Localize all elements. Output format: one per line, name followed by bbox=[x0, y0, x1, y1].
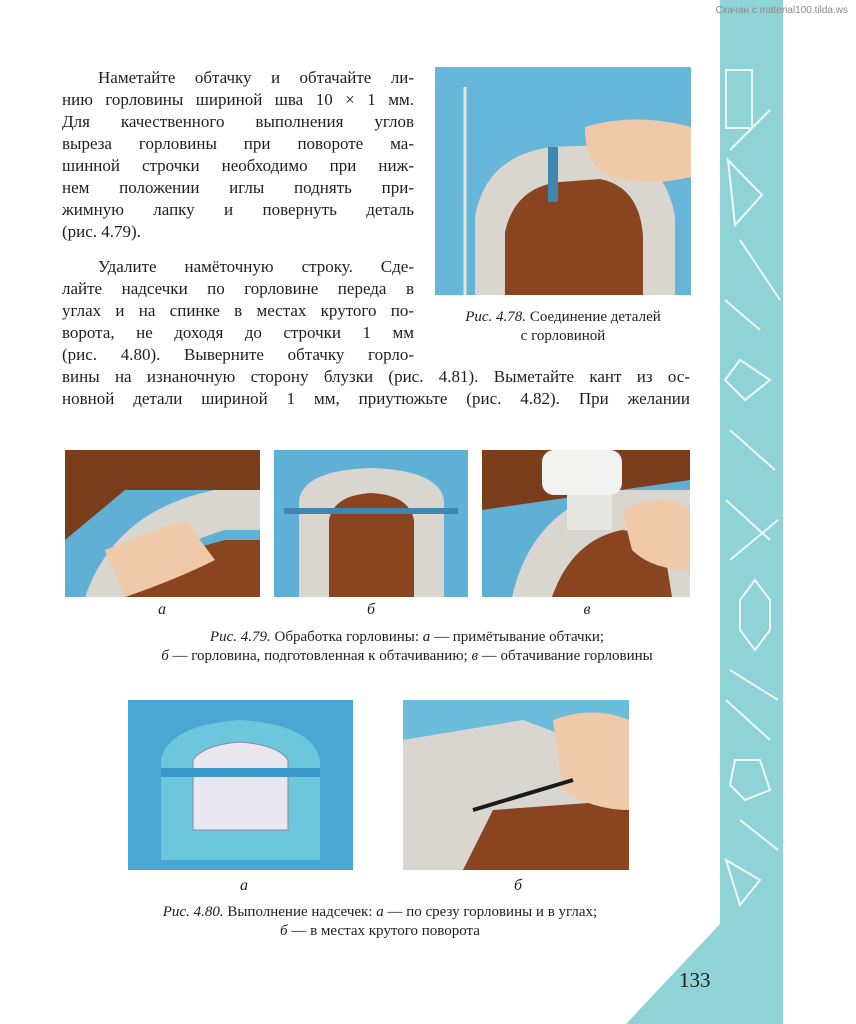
paragraph-2 bbox=[62, 256, 414, 366]
figure-4-80a-label: а bbox=[240, 877, 248, 894]
text-line: новной детали шириной 1 мм, приутюжьте (рис. 4.82). При желании bbox=[62, 389, 690, 408]
figure-4-79v-label: в bbox=[583, 601, 591, 618]
caption-text: — горловина, подготовленная к обтачиванию; bbox=[172, 648, 468, 664]
figure-number: Рис. 4.79. bbox=[209, 629, 271, 645]
caption-text: — по срезу горловины и в углах; bbox=[387, 904, 598, 920]
figure-number: Рис. 4.78. bbox=[465, 309, 527, 325]
figure-4-78-photo bbox=[435, 67, 691, 295]
figure-4-79a-label: а bbox=[158, 601, 166, 618]
figure-4-79b-label: б bbox=[366, 601, 376, 618]
text-line: Удалите намёточную строку. Сде- bbox=[98, 257, 414, 276]
caption-marker: а bbox=[422, 629, 431, 645]
figure-number: Рис. 4.80. bbox=[162, 904, 224, 920]
caption-text: с горловиной bbox=[520, 328, 606, 344]
figure-4-79a-photo bbox=[65, 450, 260, 597]
figure-4-79b-photo bbox=[274, 450, 468, 597]
figure-4-80a-photo bbox=[128, 700, 353, 870]
text-line: жимную лапку и повернуть деталь bbox=[62, 200, 414, 219]
figure-4-79v-photo bbox=[482, 450, 690, 597]
caption-text: — обтачивание горловины bbox=[481, 648, 653, 664]
paragraph-1 bbox=[62, 67, 414, 243]
text-line: ворота, не доходя до строчки 1 мм bbox=[62, 323, 414, 342]
caption-text: Обработка горловины: bbox=[274, 629, 420, 645]
caption-marker: а bbox=[376, 904, 384, 920]
page-number: 133 bbox=[679, 968, 711, 992]
figure-4-80b-label: б bbox=[513, 877, 523, 894]
text-line: нию горловины шириной шва 10 × 1 мм. bbox=[62, 90, 414, 109]
text-line: Для качественного выполнения углов bbox=[62, 112, 414, 131]
text-line: (рис. 4.80). Выверните обтачку горло- bbox=[62, 345, 414, 364]
figure-4-80b-photo bbox=[403, 700, 629, 870]
text-line: вины на изнаночную сторону блузки (рис. 4.81). Выметайте кант из ос- bbox=[62, 367, 690, 386]
caption-marker: б bbox=[161, 648, 169, 664]
text-line: выреза горловины при повороте ма- bbox=[62, 134, 414, 153]
figure-4-79-caption bbox=[62, 628, 752, 666]
text-line: нем положении иглы поднять при- bbox=[62, 178, 414, 197]
watermark: Скачан с material100.tilda.ws bbox=[715, 5, 848, 16]
text-line: Наметайте обтачку и обтачайте ли- bbox=[98, 68, 414, 87]
figure-4-80-caption bbox=[100, 903, 660, 941]
caption-text: — примётывание обтачки; bbox=[434, 629, 605, 645]
text-line: шинной строчки необходимо при ниж- bbox=[62, 156, 414, 175]
text-line: лайте надсечки по горловине переда в bbox=[62, 279, 414, 298]
caption-text: Выполнение надсечек: bbox=[227, 904, 373, 920]
caption-text: Соединение деталей bbox=[529, 309, 661, 325]
paragraph-2-continued bbox=[62, 366, 690, 410]
figure-4-78-caption bbox=[432, 308, 694, 346]
caption-marker: б bbox=[280, 923, 288, 939]
caption-marker: в bbox=[471, 648, 478, 664]
text-line: (рис. 4.79). bbox=[62, 222, 141, 241]
caption-text: — в местах крутого поворота bbox=[291, 923, 480, 939]
text-line: углах и на спинке в местах крутого по- bbox=[62, 301, 414, 320]
